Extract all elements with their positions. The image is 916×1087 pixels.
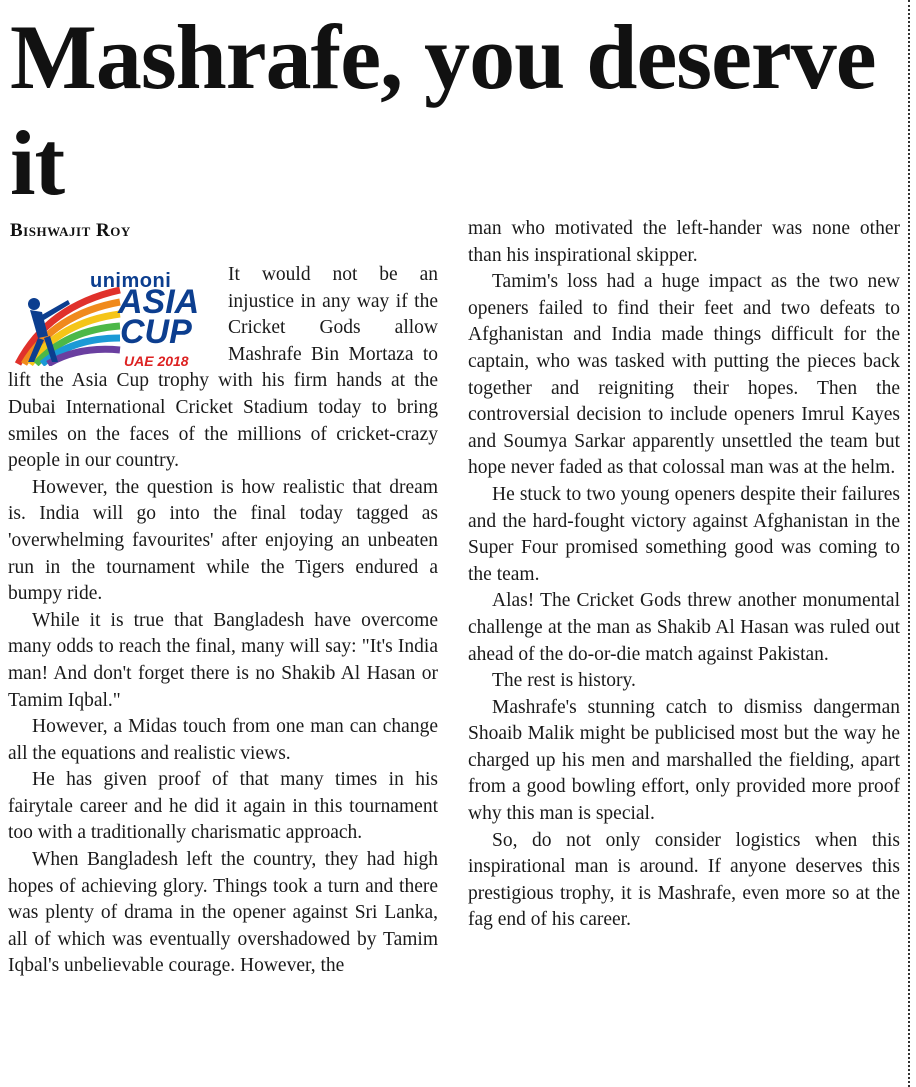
- article-column-right: [468, 216, 900, 934]
- paragraph: However, the question is how realistic that dream is. India will go into the final today tagged as 'overwhelming favourites' after enjoying an unbeaten run in the tournament while the Tigers endured a bumpy ride.: [8, 476, 438, 605]
- paragraph: Mashrafe's stunning catch to dismiss dangerman Shoaib Malik might be publicised most but the way he charged up his men and marshalled the fielding, apart from a good bowling effort, only provided more proof why this man is special.: [468, 696, 900, 825]
- asia-cup-logo: [8, 266, 220, 369]
- byline: Bishwajit Roy: [10, 220, 131, 241]
- paragraph: He has given proof of that many times in his fairytale career and he did it again in this tournament too with a traditionally charismatic approach.: [8, 769, 438, 844]
- paragraph: The rest is history.: [492, 670, 636, 692]
- logo-cup-text: CUP: [120, 313, 192, 351]
- paragraph: It would not be an injustice in any way if the Cricket Gods allow Mashrafe Bin Mortaza to lift the Asia Cup trophy with his firm hands at the Dubai International Cricket Stadium today to bring smiles on the faces of the millions of cricket-crazy people in our country.: [8, 264, 438, 472]
- headline: Mashrafe, you deserve it: [10, 6, 876, 214]
- paragraph: However, a Midas touch from one man can change all the equations and realistic views.: [8, 716, 438, 764]
- paragraph: Tamim's loss had a huge impact as the two new openers failed to find their feet and two defeats to Afghanistan and India made things difficult for the captain, who was tasked with putting the pieces back together and reigniting their hopes. Then the controversial decision to include openers Imrul Kayes and Soumya Sarkar apparently unsettled the team but hope never faded as that colossal man was at the helm.: [468, 271, 900, 479]
- paragraph: When Bangladesh left the country, they had high hopes of achieving glory. Things took a turn and there was plenty of drama in the opener against Sri Lanka, all of which was eventually overshadowed by Tamim Iqbal's unbelievable courage. However, the: [8, 849, 438, 977]
- paragraph: He stuck to two young openers despite their failures and the hard-fought victory against Afghanistan in the Super Four promised something good was coming to the team.: [468, 483, 900, 585]
- column-divider: [908, 0, 910, 1087]
- logo-asia-text: ASIA: [118, 283, 200, 321]
- article-column-left: [8, 262, 438, 980]
- paragraph: So, do not only consider logistics when this inspirational man is around. If anyone deserves this prestigious trophy, it is Mashrafe, even more so at the fag end of his career.: [468, 829, 900, 931]
- logo-edition-text: UAE 2018: [124, 353, 189, 369]
- logo-brand-text: unimoni: [90, 270, 172, 292]
- paragraph: man who motivated the left-hander was none other than his inspirational skipper.: [468, 218, 900, 266]
- paragraph: Alas! The Cricket Gods threw another monumental challenge at the man as Shakib Al Hasan was ruled out ahead of the do-or-die match against Pakistan.: [468, 590, 900, 665]
- paragraph: While it is true that Bangladesh have overcome many odds to reach the final, many will say: "It's India man! And don't forget there is no Shakib Al Hasan or Tamim Iqbal.": [8, 609, 438, 711]
